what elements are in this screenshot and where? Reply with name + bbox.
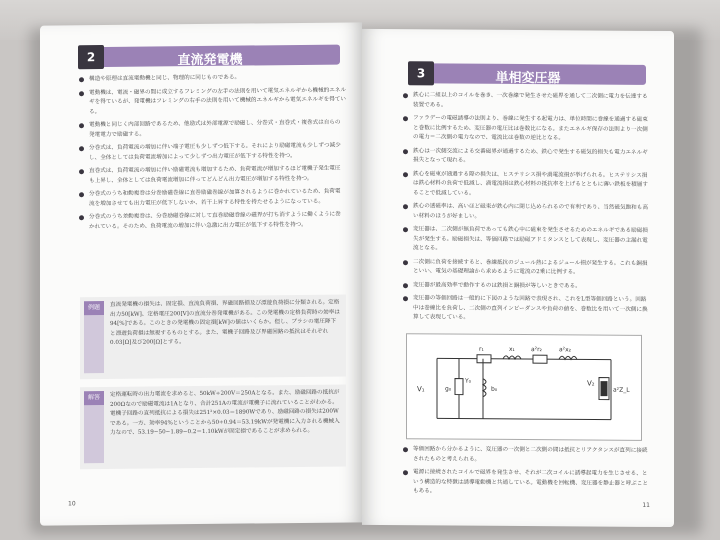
equivalent-circuit-diagram [406,333,642,441]
bullet-item: 電源に接続されたコイルで磁界を発生させ、それが二次コイルに誘導起電力を生じさせる、という構造的な特徴は誘導電動機と共通している。電動機を回転機、変圧器を静止器と呼ぶこともある。 [402,468,648,498]
y0-label: Y₀ [465,377,472,385]
g0-label: g₀ [445,385,452,393]
example-side-bar [84,315,104,373]
example-box [80,294,346,379]
bullet-item: 鉄心は一次側交流による交番磁界が通過するため、鉄心で発生する磁気的損失も電力エネルギ損失となって現れる。 [402,147,648,168]
example-text: 直流発電機の損失は、固定損、直流負荷損、界磁回路損及び漂遊負荷損に分類される。定格出力50[kW]、定格電圧200[V]の直流分巻発電機がある。この発電機の定格負荷時の効率は94[%]である。このときの発電機の固定損[kW]の値はいくらか。但し、ブラシの電圧降下と漂遊負荷損は無視するものとする。また、電機子回路及び界磁回路の抵抗はそれぞれ0.03[Ω]及び200[Ω]とする。 [110,299,340,346]
left-page [40,22,362,525]
r1-label: r₁ [479,345,484,353]
x2-label: a²x₂ [559,346,572,354]
answer-box [80,384,346,469]
v1-label: V₁ [417,385,425,394]
bullet-item: 電動機と同じく内部回路であるため、他励式は外部電源で励磁し、分巻式・直巻式・複巻式は自らの発電電力で励磁する。 [78,118,346,140]
b0-label: b₀ [491,385,498,393]
bullet-item: 等価回路から分かるように、変圧器の一次側と二次側の間は抵抗とリアクタンスが直列に接続されたものと考えられる。 [402,445,648,466]
r2-label: a²r₂ [531,346,542,354]
bullet-item: 直巻式は、負荷電流の増加に伴い励磁電流も増加するため、負荷電流が増加するほど電機子発生電圧も上昇し、全体としては負荷電流増加に伴ってどんどん出力電圧が増加する特性を持つ。 [78,164,346,186]
section-number: 2 [78,45,104,69]
example-tag: 例題 [84,301,104,315]
bullet-item: 変圧器の等価回路は一般的に下図のような回路で表現され、これをL型等価回路という。回路中は巻線比を負荷し、二次側の直列インピーダンスや負荷の値を、巻数比を用いて一次側に換算して表現している。 [402,294,648,324]
answer-text: 定格運転時の出力電流を求めると、50kW÷200V＝250Aとなる。また、励磁回路の抵抗が200Ωなので励磁電流は1Aとなり、合計251Aの電流が電機子に流れていることがわかる。電機子回路の直列抵抗による損失は251²×0.03＝1890Wであり、励磁回路の損失は200Wである。一方、効率94%ということから50÷0.94＝53.19kWが発電機に入力される機械入力なので、53.19−50−1.89−0.2＝1.10kWが固定損であることが求められる。 [110,389,340,436]
section-title: 単相変圧器 [495,70,561,87]
zl-label: a²Z_L [613,386,630,394]
bullet-list [402,445,648,502]
bullet-item: 変圧器が最高効率で動作するのは鉄損と銅損が等しいときである。 [402,281,648,292]
bullet-list [78,72,346,236]
circuit-svg [407,334,641,440]
bullet-item: 変圧器は、二次側が無負荷であっても鉄心中に磁束を発生させるためのエネルギである励磁損失が発生する。励磁損失は、等価回路では励磁アドミタンスとして表現し、変圧器の主漏れ電流となる。 [402,225,648,255]
section-number: 3 [408,61,434,85]
bullet-item: 分巻式のうち和動複巻は分巻励磁巻線に直巻励磁巻線が加算されるように巻かれているため、負荷電流を増加させても出力電圧が低下しないか、若干上昇する特性を持たせるようになっている。 [78,187,346,209]
answer-side-bar [84,405,104,463]
section-title: 直流発電機 [177,52,243,69]
v2-label: V₂ [587,379,595,388]
section-header [410,63,646,85]
bullet-list [402,91,648,328]
bullet-item: 電動機は、電流・磁界の間に成立するフレミングの左手の法則を用いて電気エネルギから機械的エネルギを得ているが、発電機はフレミングの右手の法則を用いて機械的エネルギから電気エネルギを得ている。 [78,86,346,117]
right-page [362,29,674,527]
page-number: 11 [642,501,650,509]
bullet-item: 二次側に負荷を接続すると、巻線抵抗のジュール熱によるジュール損が発生する。これも銅損といい、電気の基礎理論から求めるように電流の2乗に比例する。 [402,258,648,279]
bullet-item: 構造や原理は直流電動機と同じ、物理的に同じものである。 [78,72,346,84]
page-number: 10 [68,500,76,508]
bullet-item: ファラデーの電磁誘導の法則より、巻線に発生する起電力は、単位時間に巻線を通過する磁束と巻数に比例するため、変圧器の電圧比は巻数比になる。またエネルギ保存の法則より一次側の電力＝二次側の電力なので、電流比は巻数の逆比となる。 [402,114,648,144]
bullet-item: 鉄心を磁束が通過する際の損失は、ヒステリシス損や渦電流損が挙げられる。ヒステリシス損は鉄心材料の負荷で低減し、渦電流損は鉄心材料の抵抗率を上げるとともに薄い鉄板を積層することで低減している。 [402,170,648,200]
bullet-item: 鉄心の透磁率は、高いほど磁束が鉄心内に閉じ込められるので有利であり、当然磁気飽和も高い材料のほうが好ましい。 [402,202,648,223]
bullet-item: 鉄心に二組以上のコイルを巻き、一次巻線で発生させた磁界を通して二次側に電力を伝達する装置である。 [402,91,648,112]
bullet-item: 分巻式のうち差動複巻は、分巻励磁巻線に対して直巻励磁巻線の磁界が打ち消すように働くように巻かれている。そのため、負荷電流の増加に伴い急激に出力電圧が低下する特性を持つ。 [78,210,346,232]
section-header [80,45,340,68]
bullet-item: 分巻式は、負荷電流の増加に伴い端子電圧も少しずつ低下する。それにより励磁電流も少しずつ減少し、全体としては負荷電流増加によって少しずつ出力電圧が低下する特性を持つ。 [78,141,346,163]
x1-label: x₁ [509,345,515,353]
answer-tag: 解答 [84,391,104,405]
